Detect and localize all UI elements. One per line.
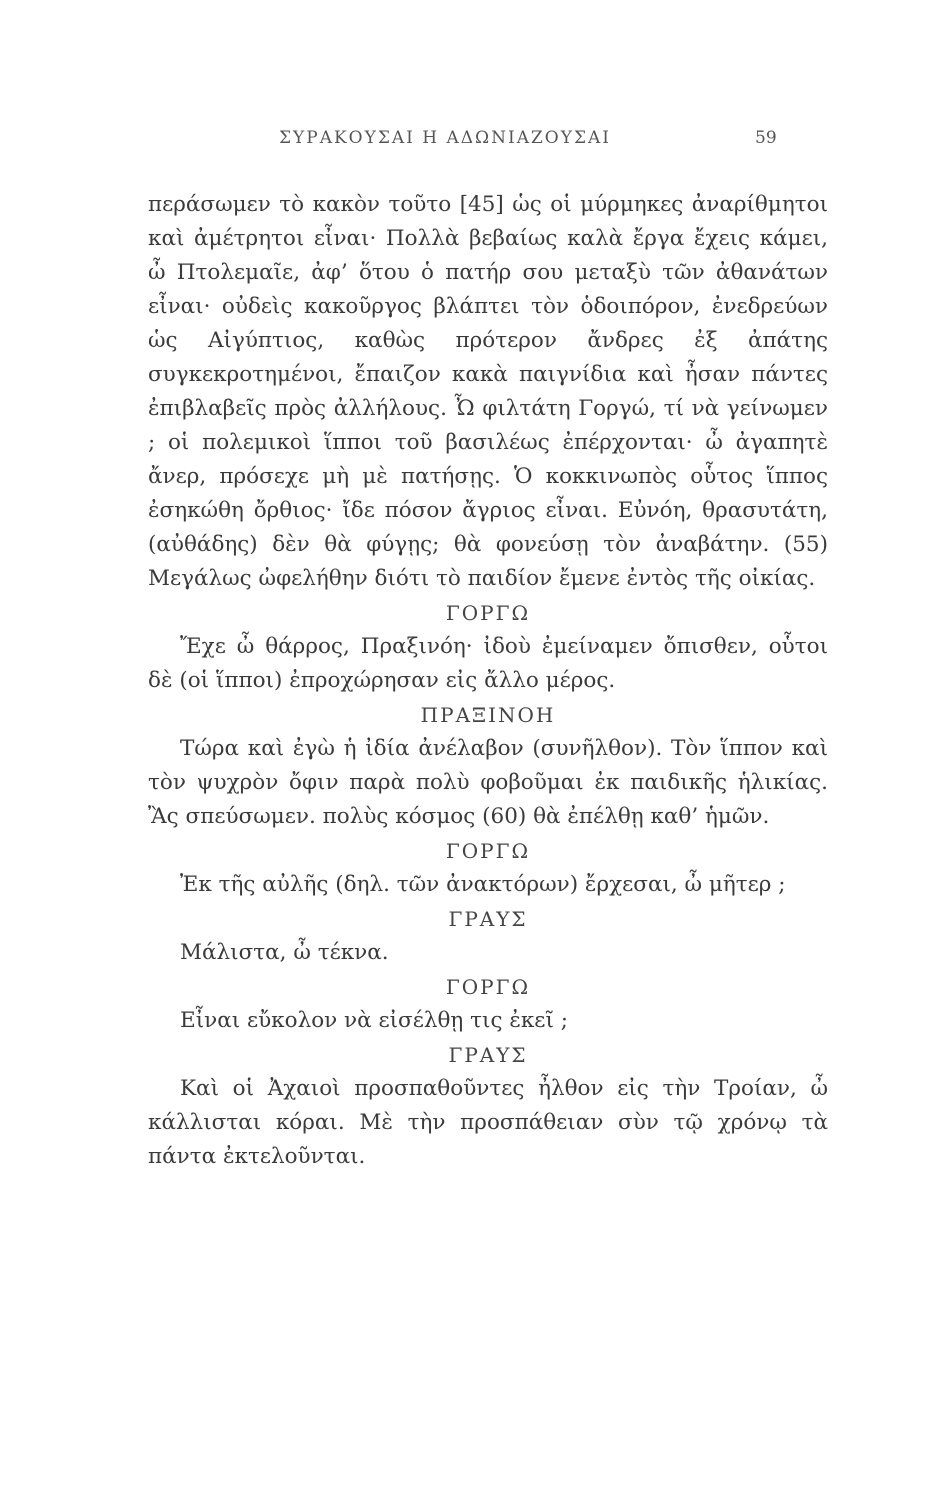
speaker-heading: ΓΡΑΥΣ [448,1043,528,1067]
speaker-heading: ΓΟΡΓΩ [445,839,531,863]
paragraph: Καὶ οἱ Ἀχαιοὶ προσπαθοῦντες ἦλθον εἰς τὴν Τροίαν, ὦ κάλλισται κόραι. Μὲ τὴν προσπάθειαν σὺν τῷ χρόνῳ τὰ πάντα ἐκτελοῦνται. [148,1076,828,1169]
speaker-heading: ΓΟΡΓΩ [445,975,531,999]
paragraph: Ἔχε ὦ θάρρος, Πραξινόη· ἰδοὺ ἐμείναμεν ὄπισθεν, οὗτοι δὲ (οἱ ἵπποι) ἐπροχώρησαν εἰς ἄλλο μέρος. [148,634,828,693]
speaker-heading: ΓΡΑΥΣ [448,907,528,931]
running-title: ΣΥΡΑΚΟΥΣΑΙ Η ΑΔΩΝΙΑΖΟΥΣΑΙ [279,128,611,148]
page-body [148,188,828,1174]
paragraph: Μάλιστα, ὦ τέκνα. [180,940,389,965]
paragraph: Τώρα καὶ ἐγὼ ἡ ἰδία ἀνέλαβον (συνῆλθον). Τὸν ἵππον καὶ τὸν ψυχρὸν ὄφιν παρὰ πολὺ φοβοῦμαι ἐκ παιδικῆς ἡλικίας. Ἂς σπεύσωμεν. πολὺς κόσμος (60) θὰ ἐπέλθῃ καθ’ ἡμῶν. [148,736,828,829]
speaker-heading: ΠΡΑΞΙΝΟΗ [420,703,556,727]
paragraph: Ἐκ τῆς αὐλῆς (δηλ. τῶν ἀνακτόρων) ἔρχεσαι, ὦ μῆτερ ; [180,872,786,897]
paragraph-continued: περάσωμεν τὸ κακὸν τοῦτο [45] ὡς οἱ μύρμηκες ἀναρίθμητοι καὶ ἀμέτρητοι εἶναι· Πολλὰ βεβαίως καλὰ ἔργα ἔχεις κάμει, ὦ Πτολεμαῖε, ἀφ’ ὅτου ὁ πατήρ σου μεταξὺ τῶν ἀθανάτων εἶναι· οὐδεὶς κακοῦργος βλάπτει τὸν ὁδοιπόρον, ἐνεδρεύων ὡς Αἰγύπτιος, καθὼς πρότερον ἄνδρες ἐξ ἀπάτης συγκεκροτημένοι, ἔπαιζον κακὰ παιγνίδια καὶ ἦσαν πάντες ἐπιβλαβεῖς πρὸς ἀλλήλους. Ὦ φιλτάτη Γοργώ, τί νὰ γείνωμεν ; οἱ πολεμικοὶ ἵπποι τοῦ βασιλέως ἐπέρχονται· ὦ ἀγαπητὲ ἄνερ, πρόσεχε μὴ μὲ πατήσῃς. Ὁ κοκκινωπὸς οὗτος ἵππος ἐσηκώθη ὄρθιος· ἴδε πόσον ἄγριος εἶναι. Εὐνόη, θρασυτάτη, (αὐθάδης) δὲν θὰ φύγῃς; θὰ φονεύσῃ τὸν ἀναβάτην. (55) Μεγάλως ὠφελήθην διότι τὸ παιδίον ἔμενε ἐντὸς τῆς οἰκίας. [148,192,828,591]
speaker-heading: ΓΟΡΓΩ [445,601,531,625]
paragraph: Εἶναι εὔκολον νὰ εἰσέλθῃ τις ἐκεῖ ; [180,1008,568,1033]
page-number: 59 [755,128,777,148]
